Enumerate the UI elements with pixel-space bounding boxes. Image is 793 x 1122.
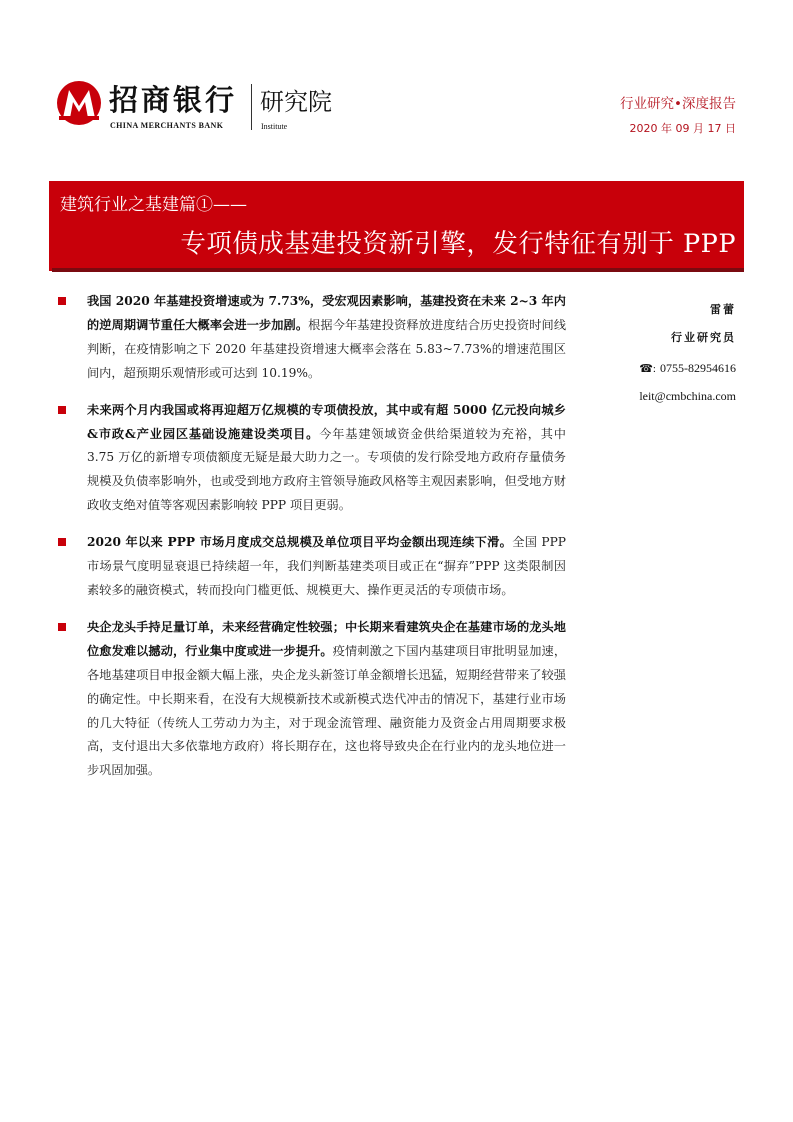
bullet-key-point: 2020 年以来 PPP 市场月度成交总规模及单位项目平均金额出现连续下滑。 [87,535,513,550]
brand-name-cn: 招商银行 [109,83,238,117]
bullet-square-icon [58,538,66,546]
institute-name-cn: 研究院 [260,88,332,116]
brand-name-en: CHINA MERCHANTS BANK [110,121,224,130]
bullet-detail: 全国 PPP 市场景气度明显衰退已持续超一年，我们判断基建类项目或正在“摒弃”PPP 这类限制因素较多的融资模式，转而投向门槛更低、规模更大、操作更灵活的专项债市场。 [87,535,566,597]
analyst-info [576,302,736,410]
bullet-paragraph [87,616,566,783]
summary-bullet [56,399,566,519]
bullet-square-icon [58,406,66,414]
analyst-name: 雷蕾 [710,303,736,316]
bullet-square-icon [58,623,66,631]
cmb-logo-icon [55,80,103,126]
report-type: 行业研究•深度报告 [620,96,736,112]
brand-divider [251,84,252,130]
bullet-square-icon [58,297,66,305]
bullet-detail: 今年基建领域资金供给渠道较为充裕，其中 3.75 万亿的新增专项债额度无疑是最大助力之一。专项债的发行除受地方政府存量债务规模及负债率影响外，也或受到地方政府主管领导施政风格等主观因素影响，但受地方财政收支绝对值等客观因素影响较 PPP 项目更弱。 [87,426,566,513]
bullet-key-point: 我国 2020 年基建投资增速或为 7.73%，受宏观因素影响，基建投资在未来 2~3 年内的逆周期调节重任大概率会进一步加剧。 [87,294,566,332]
bullet-paragraph [87,531,566,603]
bullet-paragraph [87,290,566,386]
banner-subtitle: 建筑行业之基建篇①—— [60,195,247,215]
bullet-detail: 疫情刺激之下国内基建项目审批明显加速，各地基建项目申报金额大幅上涨，央企龙头新签订单金额增长迅猛，短期经营带来了较强的确定性。中长期来看，在没有大规模新技术或新模式迭代冲击的情况下，基建行业市场的几大特征（传统人工劳动力为主，对于现金流管理、融资能力及资金占用周期要求极高，支付退出大多依靠地方政府）将长期存在，这也将导致央企在行业内的龙头地位进一步巩固加强。 [87,643,567,778]
institute-name-en: Institute [261,122,288,131]
summary-bullets [56,290,566,795]
bullet-key-point: 未来两个月内我国或将再迎超万亿规模的专项债投放，其中或有超 5000 亿元投向城乡&市政&产业园区基础设施建设类项目。 [87,402,566,441]
summary-bullet [56,531,566,603]
bullet-paragraph [87,399,566,519]
summary-bullet [56,290,566,386]
summary-bullet [56,616,566,783]
title-banner-shadow [52,268,744,272]
report-date: 2020 年 09 月 17 日 [629,122,736,135]
banner-title: 专项债成基建投资新引擎，发行特征有别于 PPP [180,229,736,259]
phone-icon: ☎: [639,363,656,375]
analyst-role: 行业研究员 [671,331,736,344]
analyst-email[interactable]: leit@cmbchina.com [639,389,736,403]
bullet-key-point: 央企龙头手持足量订单，未来经营确定性较强；中长期来看建筑央企在基建市场的龙头地位愈发难以撼动，行业集中度或进一步提升。 [87,619,566,658]
analyst-phone-number: 0755-82954616 [660,361,736,375]
bullet-detail: 根据今年基建投资释放进度结合历史投资时间线判断，在疫情影响之下 2020 年基建投资增速大概率会落在 5.83~7.73%的增速范围区间内，超预期乐观情形或可达到 10.19%。 [87,317,567,380]
analyst-phone [576,360,736,384]
